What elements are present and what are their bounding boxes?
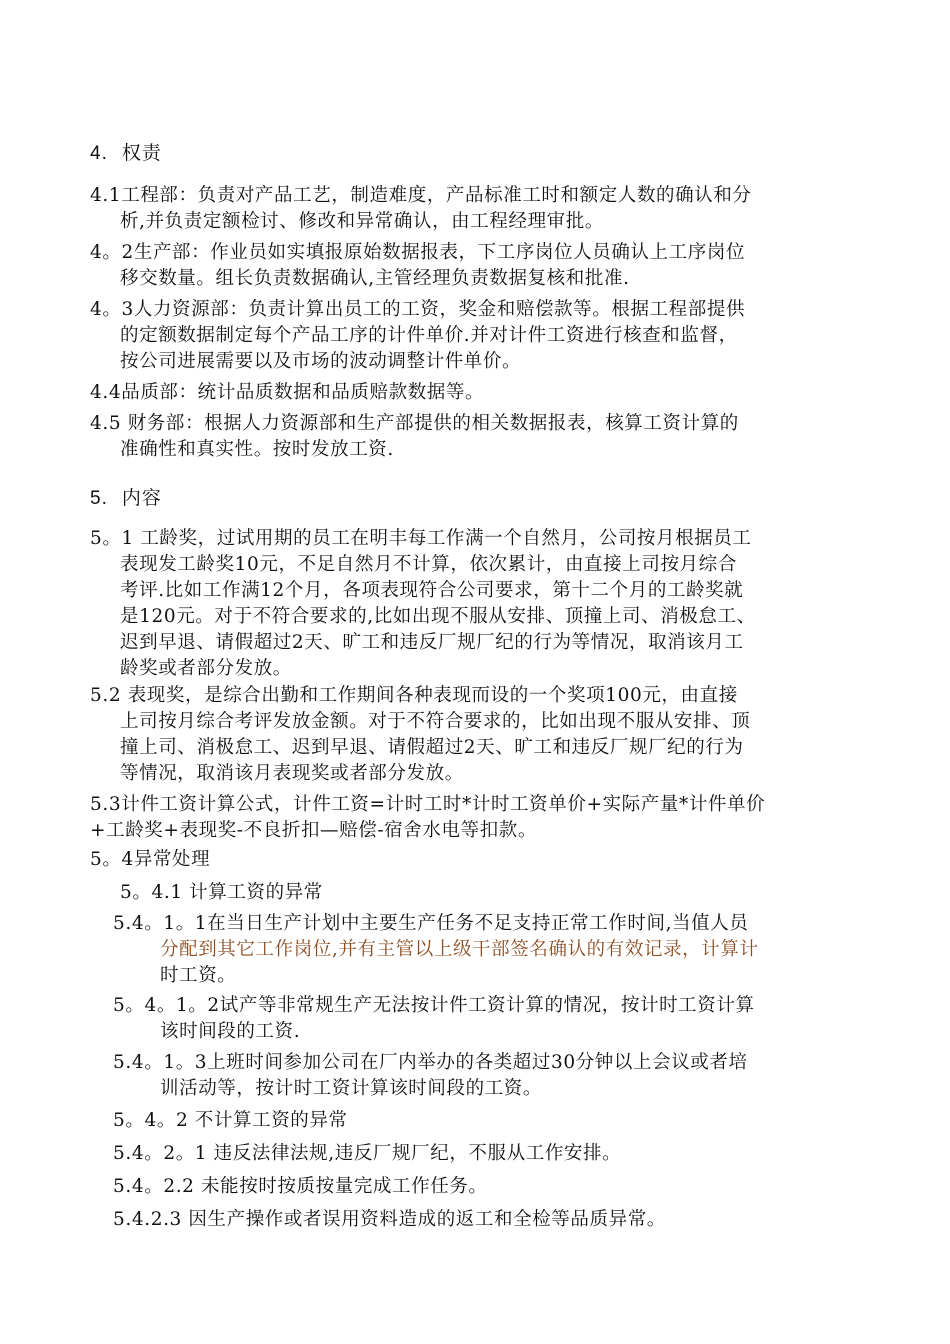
item-5-2 (90, 683, 880, 787)
item-5-1-line-6: 龄奖或者部分发放。 (120, 658, 292, 679)
item-5-4 (90, 847, 880, 873)
item-5-4-2-2 (113, 1174, 903, 1200)
section-4-number: 4. (90, 143, 108, 164)
item-5-1-line-5: 迟到早退、请假超过2天、旷工和违反厂规厂纪的行为等情况，取消该月工 (120, 632, 744, 653)
item-4-3-line-2: 的定额数据制定每个产品工序的计件单价.并对计件工资进行核查和监督， (120, 325, 738, 346)
item-4-3-line-3: 按公司进展需要以及市场的波动调整计件单价。 (120, 351, 522, 372)
item-5-1-line-1: 5。1 工龄奖，过试用期的员工在明丰每工作满一个自然月，公司按月根据员工 (90, 528, 752, 549)
item-5-4-2-line: 5。4。2 不计算工资的异常 (113, 1110, 348, 1131)
item-4-1-line-2: 析,并负责定额检讨、修改和异常确认，由工程经理审批。 (120, 211, 604, 232)
item-4-2 (90, 240, 880, 292)
section-5-heading (90, 483, 162, 510)
section-4-heading (90, 138, 162, 165)
item-5-4-1-1 (113, 911, 903, 989)
item-5-1-line-3: 考评.比如工作满12个月，各项表现符合公司要求，第十二个月的工龄奖就 (120, 580, 744, 601)
item-5-4-2-1 (113, 1141, 903, 1167)
item-5-4-2-1-line: 5.4。2。1 违反法律法规,违反厂规厂纪，不服从工作安排。 (113, 1143, 622, 1164)
section-4-title: 权责 (121, 142, 162, 164)
item-5-1 (90, 526, 880, 682)
item-5-4-1-1-line-3: 时工资。 (160, 965, 237, 986)
item-5-1-line-4: 是120元。对于不符合要求的,比如出现不服从安排、顶撞上司、消极怠工、 (120, 606, 756, 627)
item-5-4-1-2-line-1: 5。4。1。2试产等非常规生产无法按计件工资计算的情况，按计时工资计算 (113, 995, 755, 1016)
item-5-4-1-3-line-2: 训活动等，按计时工资计算该时间段的工资。 (160, 1078, 543, 1099)
item-5-4-line-1: 5。4异常处理 (90, 849, 211, 870)
item-5-2-line-4: 等情况，取消该月表现奖或者部分发放。 (120, 763, 464, 784)
item-4-5-line-1: 4.5 财务部：根据人力资源部和生产部提供的相关数据报表，核算工资计算的 (90, 413, 739, 434)
item-5-4-2 (113, 1108, 903, 1134)
item-5-4-1 (120, 880, 910, 906)
section-5-title: 内容 (121, 487, 162, 509)
item-5-3 (90, 792, 880, 844)
item-4-1-line-1: 4.1工程部：负责对产品工艺，制造难度，产品标准工时和额定人数的确认和分 (90, 185, 752, 206)
item-5-4-1-2 (113, 993, 903, 1045)
item-5-4-2-2-line: 5.4。2.2 未能按时按质按量完成工作任务。 (113, 1176, 488, 1197)
item-5-4-1-3 (113, 1050, 903, 1102)
item-4-3 (90, 297, 880, 375)
item-4-2-line-1: 4。2生产部：作业员如实填报原始数据报表，下工序岗位人员确认上工序岗位 (90, 242, 746, 263)
item-5-4-1-3-line-1: 5.4。1。3上班时间参加公司在厂内举办的各类超过30分钟以上会议或者培 (113, 1052, 748, 1073)
item-5-4-1-1-line-1: 5.4。1。1在当日生产计划中主要生产任务不足支持正常工作时间,当值人员 (113, 913, 749, 934)
item-5-3-line-2: +工龄奖+表现奖-不良折扣—赔偿-宿舍水电等扣款。 (90, 820, 538, 841)
item-5-4-2-3-line: 5.4.2.3 因生产操作或者误用资料造成的返工和全检等品质异常。 (113, 1209, 666, 1230)
item-4-3-line-1: 4。3人力资源部：负责计算出员工的工资，奖金和赔偿款等。根据工程部提供 (90, 299, 746, 320)
item-5-4-2-3 (113, 1207, 903, 1233)
item-5-4-1-line: 5。4.1 计算工资的异常 (120, 882, 323, 903)
item-5-2-line-2: 上司按月综合考评发放金额。对于不符合要求的，比如出现不服从安排、顶 (120, 711, 751, 732)
item-4-2-line-2: 移交数量。组长负责数据确认,主管经理负责数据复核和批准. (120, 268, 630, 289)
item-5-4-1-2-line-2: 该时间段的工资. (160, 1021, 301, 1042)
item-5-4-1-1-line-2: 分配到其它工作岗位,并有主管以上级干部签名确认的有效记录，计算计 (160, 939, 759, 960)
item-5-3-line-1: 5.3计件工资计算公式，计件工资=计时工时*计时工资单价+实际产量*计件单价 (90, 794, 766, 815)
item-4-4-line-1: 4.4品质部：统计品质数据和品质赔款数据等。 (90, 382, 485, 403)
item-4-5-line-2: 准确性和真实性。按时发放工资. (120, 439, 394, 460)
item-4-1 (90, 183, 880, 235)
item-4-5 (90, 411, 880, 463)
item-5-1-line-2: 表现发工龄奖10元，不足自然月不计算，依次累计，由直接上司按月综合 (120, 554, 737, 575)
item-5-2-line-1: 5.2 表现奖，是综合出勤和工作期间各种表现而设的一个奖项100元，由直接 (90, 685, 738, 706)
item-4-4 (90, 380, 880, 406)
item-5-2-line-3: 撞上司、消极怠工、迟到早退、请假超过2天、旷工和违反厂规厂纪的行为 (120, 737, 744, 758)
section-5-number: 5. (90, 488, 108, 509)
